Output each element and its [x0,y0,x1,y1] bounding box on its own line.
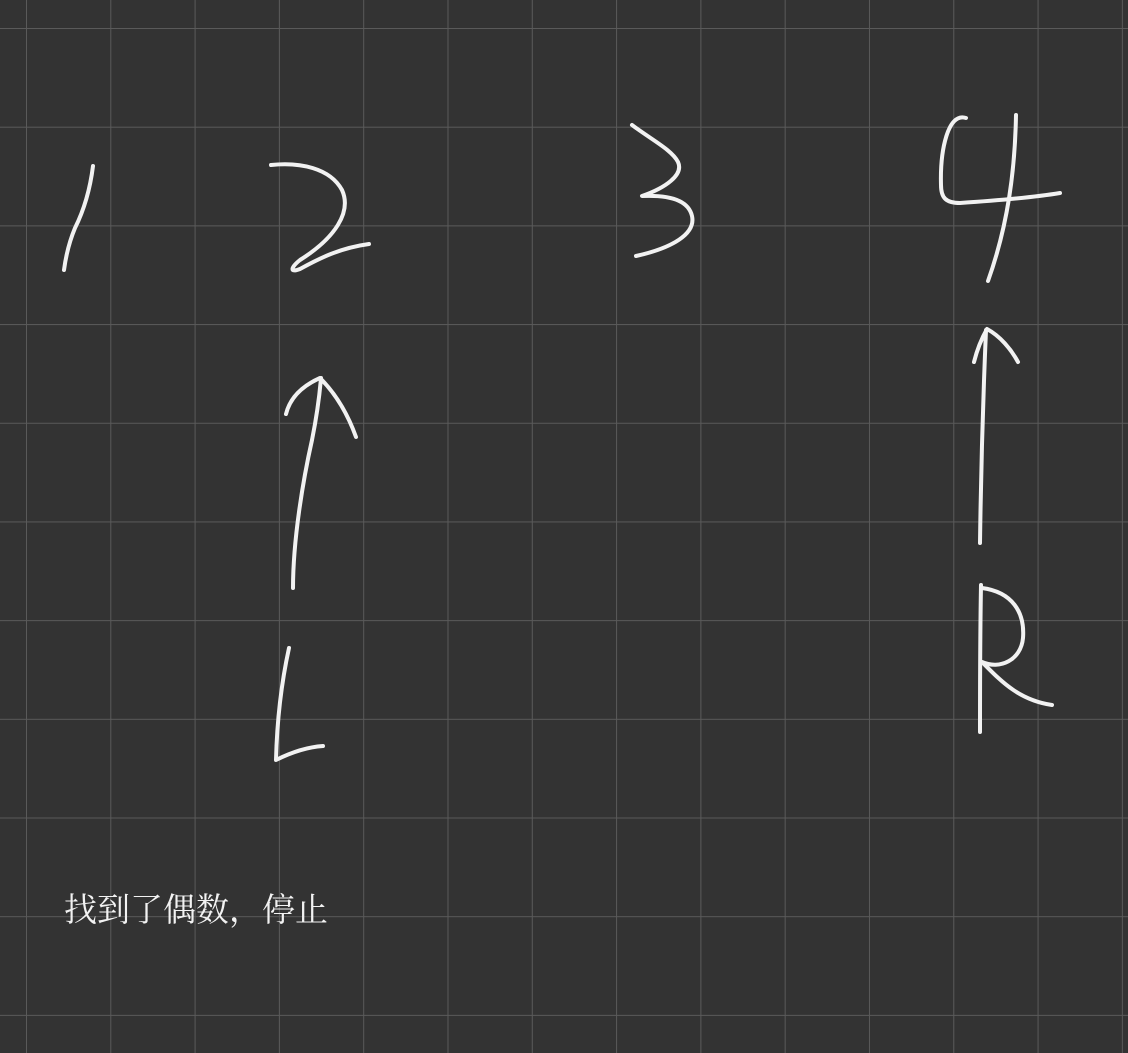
handwritten-letter-l [276,648,323,760]
caption-found-even-stop: 找到了偶数，停止 [64,890,328,929]
right-arrow-head [974,329,1018,362]
right-arrow-shaft [980,330,986,543]
handwritten-digit-1 [64,166,93,270]
handwritten-digit-2 [271,164,369,270]
handwritten-digit-4 [941,117,1060,203]
handwritten-letter-r-bowl [982,588,1052,705]
left-arrow-shaft [293,378,321,588]
handwritten-letter-r [980,585,981,732]
handwritten-digit-3 [632,125,692,256]
